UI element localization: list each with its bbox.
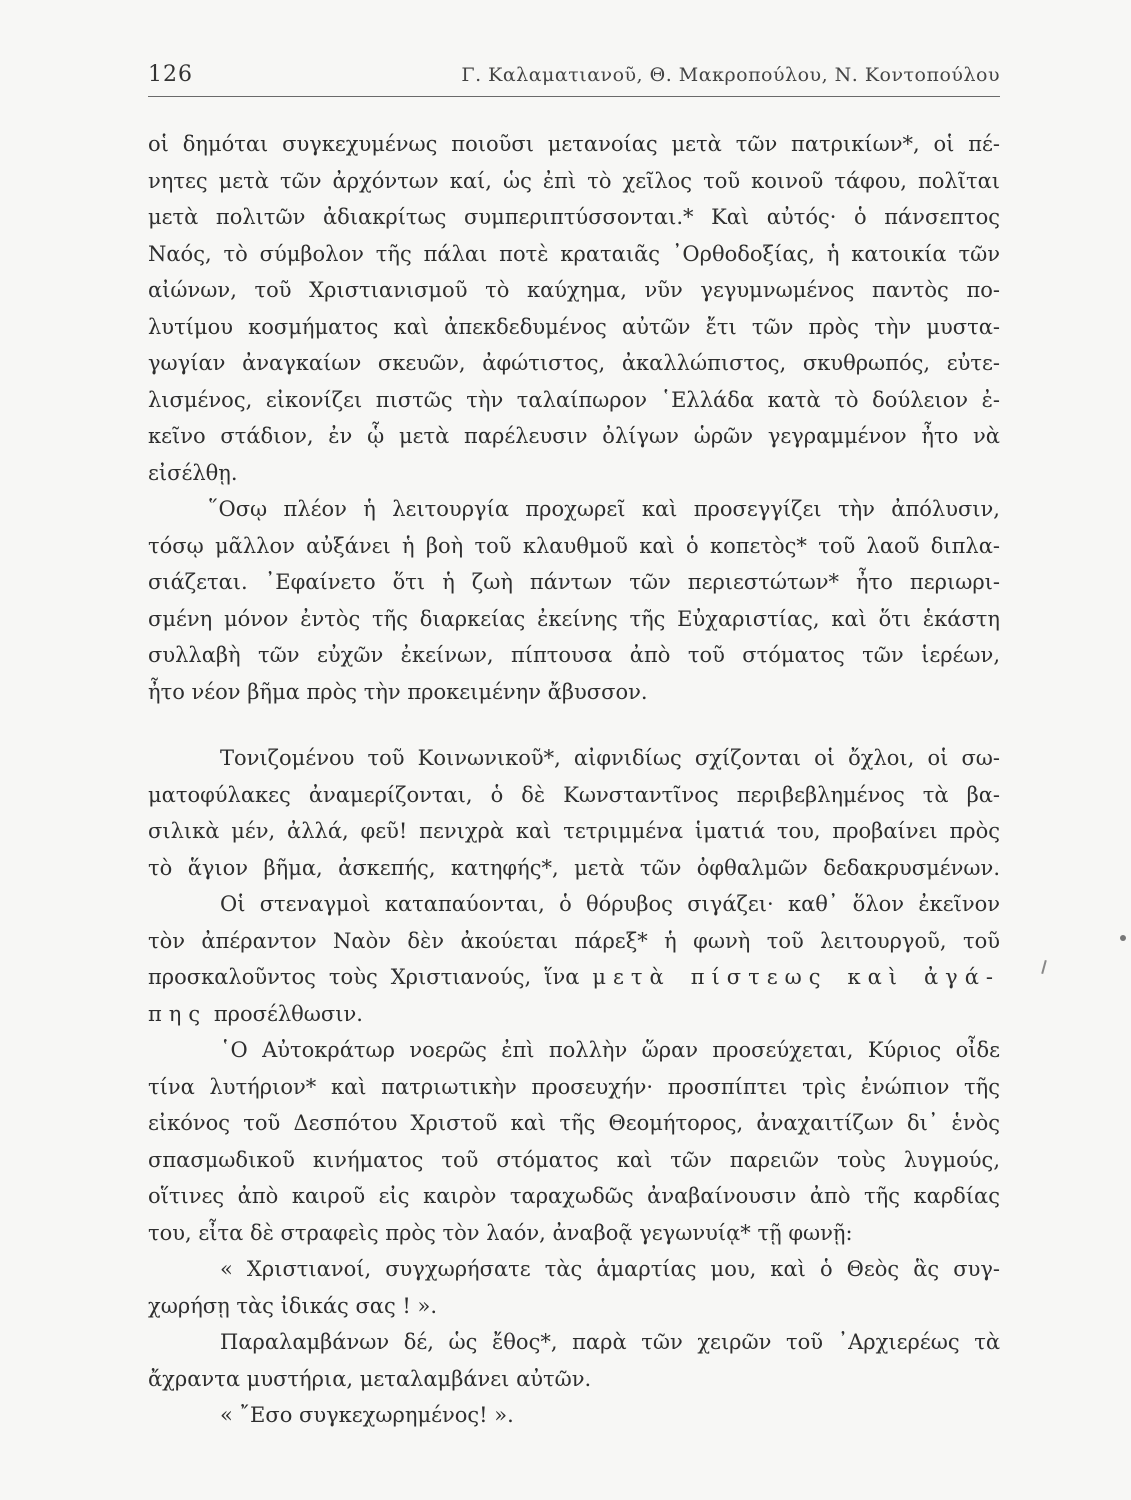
quote-1 [148, 1251, 1000, 1324]
text-line: αἰώνων, τοῦ Χριστιανισμοῦ τὸ καύχημα, νῦν γεγυμνωμένος παντὸς πο- [148, 278, 1000, 302]
text-line: Ναός, τὸ σύμβολον τῆς πάλαι ποτὲ κραταιᾶς ᾿Ορθοδοξίας, ἡ κατοικία τῶν [148, 241, 1000, 266]
text-line [148, 996, 1000, 1033]
text-line: νητες μετὰ τῶν ἀρχόντων καί, ὡς ἐπὶ τὸ χεῖλος τοῦ κοινοῦ τάφου, πολῖται [148, 168, 1000, 193]
text-line: σιάζεται. ᾿Εφαίνετο ὅτι ἡ ζωὴ πάντων τῶν περιεστώτων* ἦτο περιωρι- [148, 570, 1000, 594]
paragraph-6 [148, 1324, 1000, 1397]
paragraph-5 [148, 1032, 1000, 1251]
margin-mark [1041, 960, 1047, 974]
text-line: Οἱ στεναγμοὶ καταπαύονται, ὁ θόρυβος σιγάζει· καθ᾿ ὅλον ἐκεῖνον [220, 892, 1000, 916]
paragraph-2 [148, 491, 1000, 710]
text-line: λυτίμου κοσμήματος καὶ ἀπεκδεδυμένος αὐτῶν ἔτι τῶν πρὸς τὴν μυστα- [148, 314, 1000, 339]
spaced-emphasis: μετὰ πίστεως καὶ ἀγά- [592, 965, 1000, 989]
header-rule [148, 96, 1000, 97]
text-line: σιλικὰ μέν, ἀλλά, φεῦ! πενιχρὰ καὶ τετριμμένα ἱματιά του, προβαίνει πρὸς [148, 819, 1000, 843]
paragraph-3 [148, 740, 1000, 886]
text-line: σμένη μόνον ἐντὸς τῆς διαρκείας ἐκείνης τῆς Εὐχαριστίας, καὶ ὅτι ἑκάστη [148, 606, 1000, 631]
spaced-emphasis: πης [148, 1001, 208, 1026]
text-line: λισμένος, εἰκονίζει πιστῶς τὴν ταλαίπωρον ῾Ελλάδα κατὰ τὸ δούλειον ἐ- [148, 387, 1000, 412]
body-text [148, 126, 1000, 1434]
text-line: « ῎Εσο συγκεχωρημένος! ». [220, 1403, 514, 1427]
text-line: εἰκόνος τοῦ Δεσπότου Χριστοῦ καὶ τῆς Θεομήτορος, ἀναχαιτίζων δι᾿ ἑνὸς [148, 1111, 1000, 1135]
page-header [148, 56, 1000, 96]
text-line: Τονιζομένου τοῦ Κοινωνικοῦ*, αἰφνιδίως σχίζονται οἱ ὄχλοι, οἱ σω- [220, 746, 1000, 770]
text-line: εἰσέλθῃ. [148, 460, 238, 485]
text-line: τὸ ἅγιον βῆμα, ἀσκεπής, κατηφής*, μετὰ τῶν ὀφθαλμῶν δεδακρυσμένων. [148, 855, 1000, 880]
text-line: ἄχραντα μυστήρια, μεταλαμβάνει αὐτῶν. [148, 1366, 592, 1391]
paragraph-1 [148, 126, 1000, 491]
text-line: κεῖνο στάδιον, ἐν ᾧ μετὰ παρέλευσιν ὀλίγων ὡρῶν γεγραμμένον ἦτο νὰ [148, 424, 1000, 448]
text-segment: προσέλθωσιν. [213, 1001, 363, 1026]
text-line: οἱ δημόται συγκεχυμένως ποιοῦσι μετανοίας μετὰ τῶν πατρικίων*, οἱ πέ- [148, 132, 1000, 156]
text-line: του, εἶτα δὲ στραφεὶς πρὸς τὸν λαόν, ἀναβοᾷ γεγωνυίᾳ* τῇ φωνῇ: [148, 1220, 853, 1245]
text-line: ῞Οσῳ πλέον ἡ λειτουργία προχωρεῖ καὶ προσεγγίζει τὴν ἀπόλυσιν, [208, 497, 1000, 521]
text-line: ῾Ο Αὐτοκράτωρ νοερῶς ἐπὶ πολλὴν ὥραν προσεύχεται, Κύριος οἶδε [220, 1038, 1000, 1062]
paragraph-4 [148, 886, 1000, 1032]
text-line: μετὰ πολιτῶν ἀδιακρίτως συμπεριπτύσσονται.* Καὶ αὐτός· ὁ πάνσεπτος [148, 205, 1000, 229]
text-line: γωγίαν ἀναγκαίων σκευῶν, ἀφώτιστος, ἀκαλλώπιστος, σκυθρωπός, εὐτε- [148, 351, 1000, 375]
margin-speck [1120, 935, 1126, 941]
text-line: « Χριστιανοί, συγχωρήσατε τὰς ἁμαρτίας μου, καὶ ὁ Θεὸς ἃς συγ- [220, 1257, 1000, 1281]
text-line: τόσῳ μᾶλλον αὐξάνει ἡ βοὴ τοῦ κλαυθμοῦ καὶ ὁ κοπετὸς* τοῦ λαοῦ διπλα- [148, 533, 1000, 558]
text-line: οἵτινες ἀπὸ καιροῦ εἰς καιρὸν ταραχωδῶς ἀναβαίνουσιν ἀπὸ τῆς καρδίας [148, 1184, 1000, 1208]
quote-2 [148, 1397, 1000, 1434]
text-line: ματοφύλακες ἀναμερίζονται, ὁ δὲ Κωνσταντῖνος περιβεβλημένος τὰ βα- [148, 782, 1000, 807]
text-line: χωρήσῃ τὰς ἰδικάς σας ! ». [148, 1293, 438, 1318]
text-line: ἦτο νέον βῆμα πρὸς τὴν προκειμένην ἄβυσσον. [148, 679, 648, 704]
text-line: σπασμωδικοῦ κινήματος τοῦ στόματος καὶ τῶν παρειῶν τοὺς λυγμούς, [148, 1147, 1000, 1172]
text-line: Παραλαμβάνων δέ, ὡς ἔθος*, παρὰ τῶν χειρῶν τοῦ ᾿Αρχιερέως τὰ [220, 1330, 1000, 1354]
text-line [148, 959, 1000, 996]
text-line: τίνα λυτήριον* καὶ πατριωτικὴν προσευχήν· προσπίπτει τρὶς ἐνώπιον τῆς [148, 1074, 1000, 1099]
text-line: συλλαβὴ τῶν εὐχῶν ἐκείνων, πίπτουσα ἀπὸ τοῦ στόματος τῶν ἱερέων, [148, 643, 1000, 667]
text-segment: προσκαλοῦντος τοὺς Χριστιανούς, ἵνα [148, 965, 580, 989]
text-line: τὸν ἀπέραντον Ναὸν δὲν ἀκούεται πάρεξ* ἡ φωνὴ τοῦ λειτουργοῦ, τοῦ [148, 928, 1000, 953]
page-number: 126 [148, 62, 193, 87]
running-head: Γ. Καλαματιανοῦ, Θ. Μακροπούλου, Ν. Κοντοπούλου [461, 64, 1000, 86]
paragraph-gap [148, 710, 1000, 740]
